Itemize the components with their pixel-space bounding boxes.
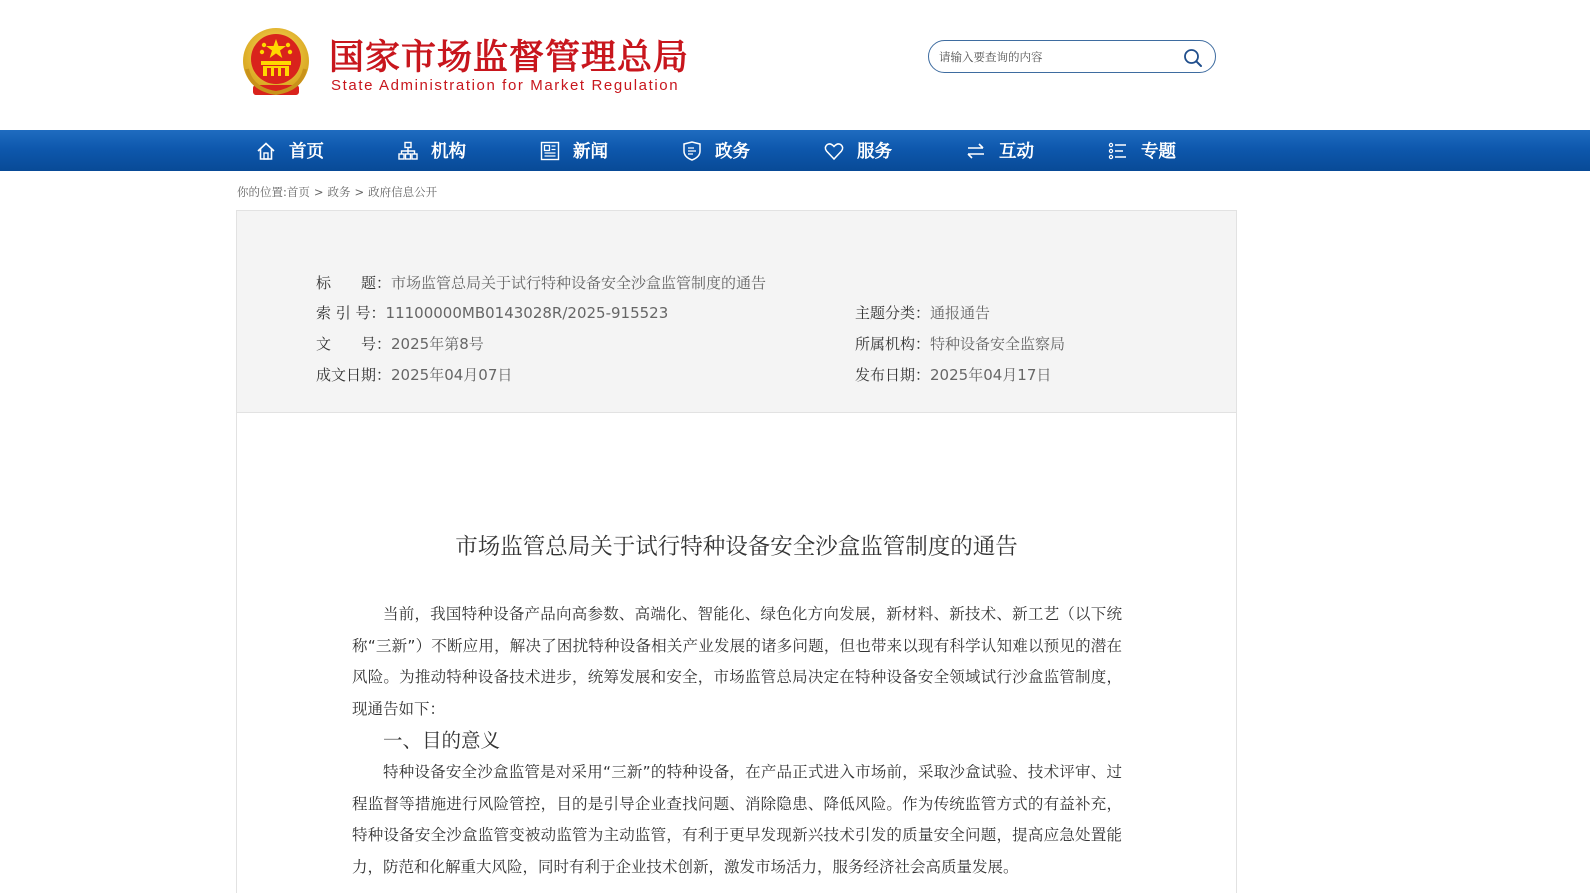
meta-written-date	[316, 364, 512, 385]
article-title: 市场监管总局关于试行特种设备安全沙盒监管制度的通告	[455, 534, 1018, 560]
search-input[interactable]	[939, 47, 1175, 67]
article-container	[236, 210, 1237, 893]
meta-label: 成文日期：	[316, 366, 392, 384]
nav-label: 服务	[857, 142, 892, 162]
newspaper-icon	[539, 140, 561, 162]
meta-index	[316, 302, 668, 323]
meta-title	[316, 272, 766, 293]
meta-value: 2025年04月07日	[391, 366, 513, 384]
article-paragraph: 特种设备安全沙盒监管是对采用“三新”的特种设备，在产品正式进入市场前，采取沙盒试验、技术评审、过程监督等措施进行风险管控，目的是引导企业查找问题、消除隐患、降低风险。作为传统监管方式的有益补充，特种设备安全沙盒监管变被动监管为主动监管，有利于更早发现新兴技术引发的质量安全问题，提高应急处置能力，防范和化解重大风险，同时有利于企业技术创新，激发市场活力，服务经济社会高质量发展。	[352, 763, 1122, 876]
meta-docno	[316, 333, 484, 354]
nav-item-topics[interactable]	[1107, 130, 1176, 171]
breadcrumb-home[interactable]: 首页	[286, 185, 310, 199]
meta-published-date	[855, 364, 1051, 385]
meta-category	[855, 302, 990, 323]
national-emblem-logo[interactable]	[241, 25, 311, 101]
nav-item-org[interactable]	[397, 130, 466, 171]
article-body	[352, 599, 1122, 883]
site-title-cn[interactable]: 国家市场监督管理总局	[329, 38, 690, 78]
exchange-arrows-icon	[965, 140, 987, 162]
nav-item-affairs[interactable]	[681, 130, 750, 171]
nav-item-home[interactable]	[255, 130, 324, 171]
meta-label: 发布日期：	[855, 366, 931, 384]
site-title-en[interactable]: State Administration for Market Regulation	[331, 77, 680, 94]
search-icon[interactable]	[1183, 48, 1203, 68]
org-chart-icon	[397, 140, 419, 162]
meta-label: 标 题：	[316, 274, 392, 292]
breadcrumb-gov-info[interactable]: 政府信息公开	[368, 185, 438, 199]
article-section-heading: 一、目的意义	[383, 729, 501, 752]
nav-label: 机构	[431, 142, 466, 162]
breadcrumb-separator: >	[354, 185, 365, 199]
nav-label: 互动	[999, 142, 1034, 162]
breadcrumb-affairs[interactable]: 政务	[327, 185, 351, 199]
list-icon	[1107, 140, 1129, 162]
meta-label: 文 号：	[316, 335, 392, 353]
heart-icon	[823, 140, 845, 162]
search-box	[928, 40, 1216, 73]
meta-org	[855, 333, 1065, 354]
meta-label: 所属机构：	[855, 335, 931, 353]
shield-icon	[681, 140, 703, 162]
meta-value: 11100000MB0143028R/2025-915523	[385, 304, 669, 322]
breadcrumb-prefix: 你的位置:	[237, 185, 287, 199]
breadcrumb-separator: >	[313, 185, 324, 199]
main-nav	[0, 130, 1590, 171]
meta-value: 2025年第8号	[391, 335, 484, 353]
meta-value: 特种设备安全监察局	[930, 335, 1066, 353]
meta-label: 索 引 号：	[316, 304, 386, 322]
article-paragraph: 当前，我国特种设备产品向高参数、高端化、智能化、绿色化方向发展，新材料、新技术、新工艺（以下统称“三新”）不断应用，解决了困扰特种设备相关产业发展的诸多问题，但也带来以现有科学认知难以预见的潜在风险。为推动特种设备技术进步，统筹发展和安全，市场监管总局决定在特种设备安全领域试行沙盒监管制度，现通告如下：	[352, 605, 1122, 718]
home-icon	[255, 140, 277, 162]
site-header	[0, 0, 1590, 130]
meta-label: 主题分类：	[855, 304, 931, 322]
meta-value: 2025年04月17日	[930, 366, 1052, 384]
document-meta-panel	[237, 211, 1236, 413]
nav-label: 专题	[1141, 142, 1176, 162]
nav-item-interact[interactable]	[965, 130, 1034, 171]
nav-item-service[interactable]	[823, 130, 892, 171]
nav-label: 政务	[715, 142, 750, 162]
meta-value: 市场监管总局关于试行特种设备安全沙盒监管制度的通告	[391, 274, 767, 292]
nav-label: 新闻	[573, 142, 608, 162]
nav-item-news[interactable]	[539, 130, 608, 171]
nav-label: 首页	[289, 142, 324, 162]
meta-value: 通报通告	[930, 304, 991, 322]
breadcrumb	[237, 184, 437, 200]
